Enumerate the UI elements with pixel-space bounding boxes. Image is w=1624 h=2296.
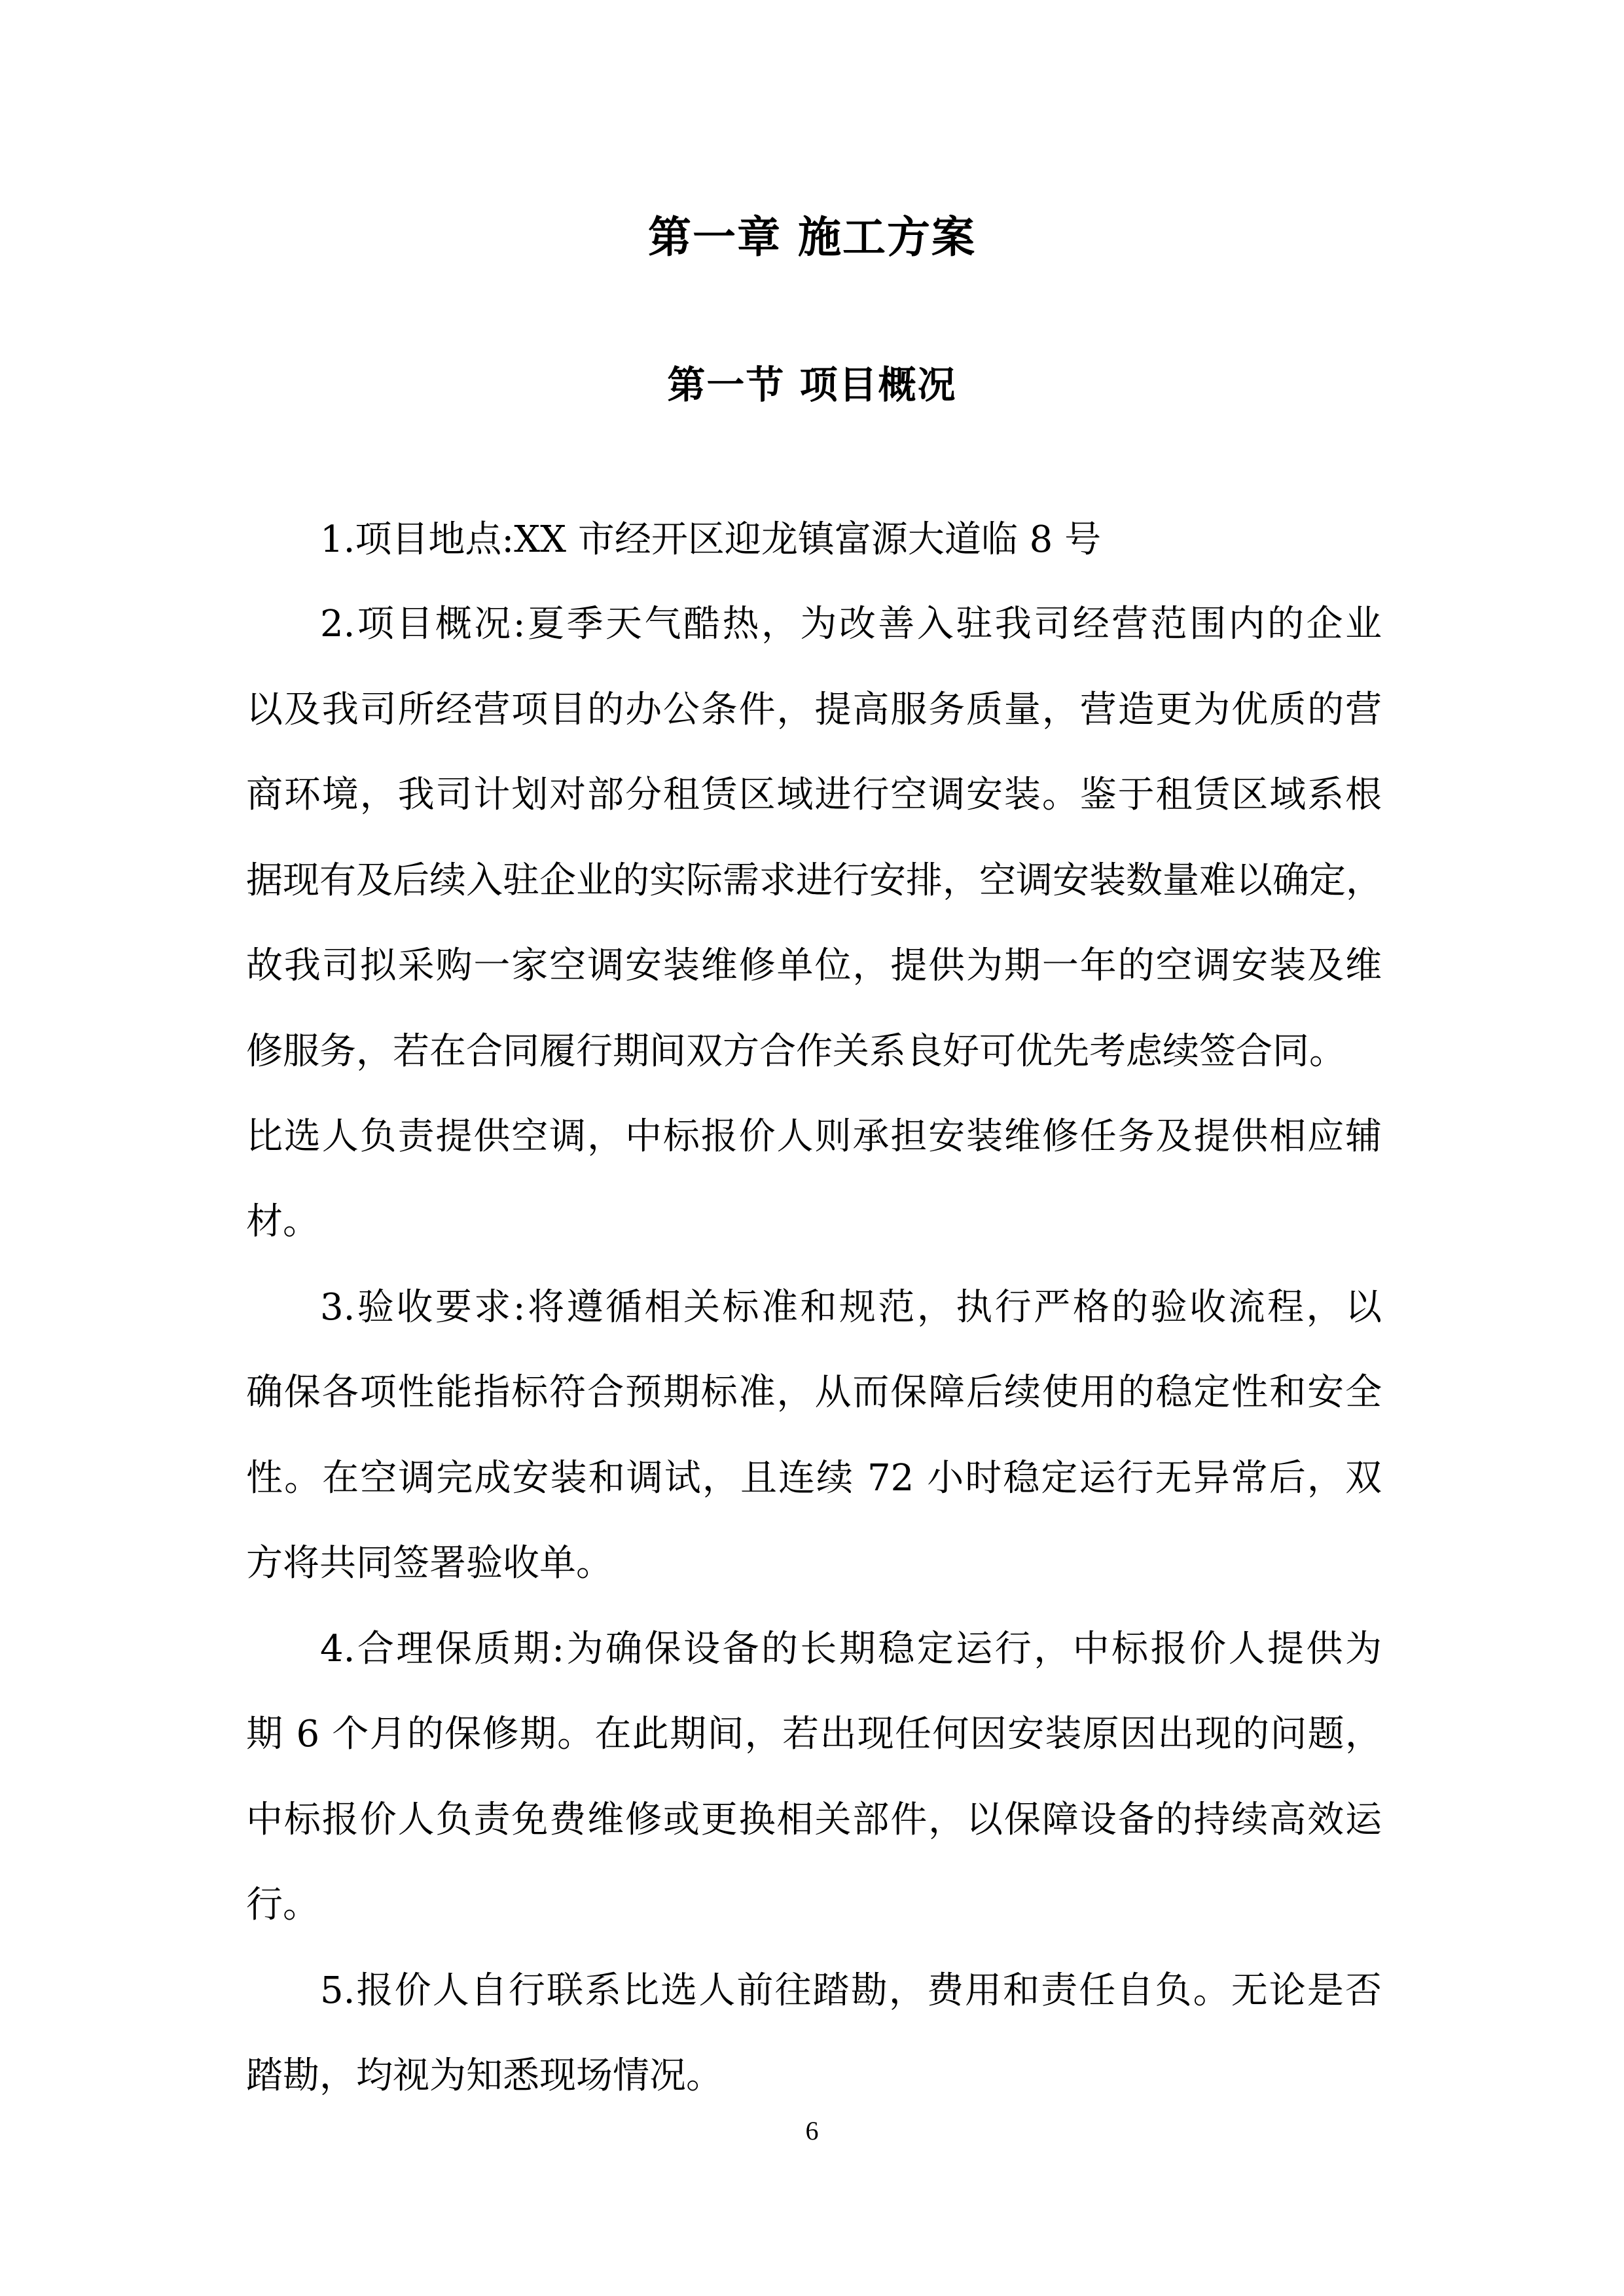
text-line: 比选人负责提供空调，中标报价人则承担安装维修任务及提供相应辅 — [246, 1115, 1382, 1158]
text-line: 3.验收要求:将遵循相关标准和规范，执行严格的验收流程，以 — [320, 1286, 1382, 1329]
text-line: 故我司拟采购一家空调安装维修单位，提供为期一年的空调安装及维 — [246, 944, 1382, 987]
text-line: 踏勘，均视为知悉现场情况。 — [246, 2054, 723, 2097]
text-line: 中标报价人负责免费维修或更换相关部件，以保障设备的持续高效运 — [246, 1799, 1382, 1841]
text-line: 以及我司所经营项目的办公条件，提高服务质量，营造更为优质的营 — [246, 689, 1382, 731]
text-line: 2.项目概况:夏季天气酷热，为改善入驻我司经营范围内的企业 — [320, 603, 1382, 645]
text-line: 4.合理保质期:为确保设备的长期稳定运行，中标报价人提供为 — [320, 1628, 1382, 1670]
section-title: 第一节 项目概况 — [667, 363, 957, 407]
text-line: 修服务，若在合同履行期间双方合作关系良好可优先考虑续签合同。 — [246, 1030, 1346, 1073]
text-line: 材。 — [246, 1200, 319, 1243]
text-line: 1.项目地点:XX 市经开区迎龙镇富源大道临 8 号 — [320, 518, 1102, 561]
text-line: 期 6 个月的保修期。在此期间，若出现任何因安装原因出现的问题， — [246, 1713, 1382, 1755]
text-line: 确保各项性能指标符合预期标准，从而保障后续使用的稳定性和安全 — [246, 1371, 1382, 1414]
text-line: 行。 — [246, 1884, 319, 1926]
chapter-title: 第一章 施工方案 — [648, 212, 976, 262]
text-line: 5.报价人自行联系比选人前往踏勘，费用和责任自负。无论是否 — [320, 1969, 1382, 2012]
text-line: 方将共同签署验收单。 — [246, 1542, 613, 1585]
text-line: 性。在空调完成安装和调试，且连续 72 小时稳定运行无异常后，双 — [246, 1457, 1382, 1499]
text-line: 商环境，我司计划对部分租赁区域进行空调安装。鉴于租赁区域系根 — [246, 774, 1382, 816]
page-number: 6 — [805, 2116, 819, 2145]
text-line: 据现有及后续入驻企业的实际需求进行安排，空调安装数量难以确定， — [246, 859, 1382, 902]
